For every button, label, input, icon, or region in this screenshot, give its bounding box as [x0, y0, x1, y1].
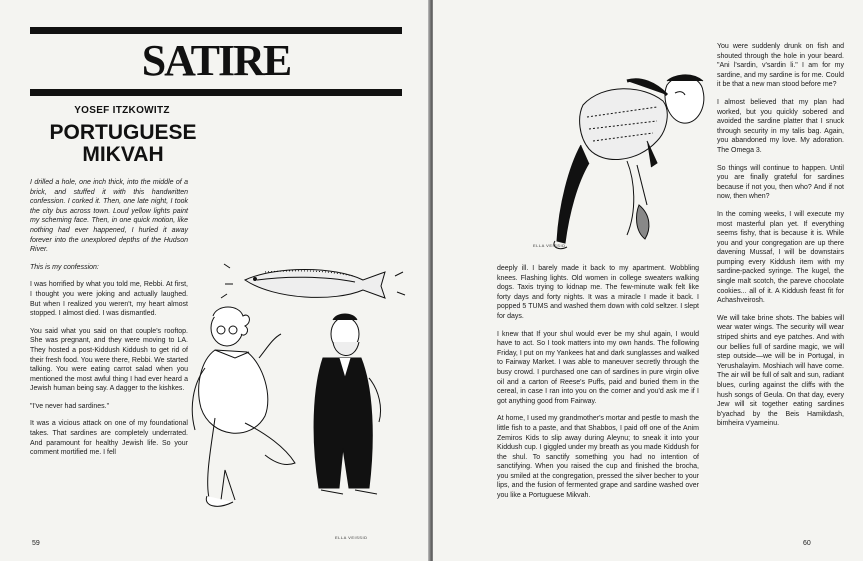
- author-byline: YOSEF ITZKOWITZ: [74, 105, 170, 116]
- paragraph: It was a vicious attack on one of my foundational takes. That sardines are completely underrated. And paramount for healthy Jewish life. So your comment mortified me. I fell: [30, 420, 188, 457]
- left-page: [0, 0, 430, 561]
- illustration-signature-right: ELLA VEISSID: [533, 243, 566, 248]
- paragraph: You were suddenly drunk on fish and shouted through the hole in your beard. "Ani l'sardin, v'sardin li." I am for my sardine, and my sardine is for me. Could it be that a new man stood before me?: [717, 43, 844, 89]
- paragraph: I knew that If your shul would ever be my shul again, I would have to act. So I took matters into my own hands. The following Friday, I put on my Yankees hat and dark sunglasses and walked to Fairway Market. I was able to maneuver secretly through the busy crowd. I purchased one can of sardines in pure virgin olive oil and a carton of Reese's Puffs, paid and buried them in the cereal, in case I ran into you on the corner and you'd ask me if I got anything good from Fairway.: [497, 330, 699, 405]
- page-number-left: 59: [32, 540, 40, 547]
- page-number-right: 60: [803, 540, 811, 547]
- paragraph: I drilled a hole, one inch thick, into the middle of a brick, and stuffed it with this handwritten confession. I corked it. Then, one late night, I took the city bus across town. Loud yellow lights paint my scheming face. Then, in one quick motion, like nothing had ever happened, I hurled it away forever into the unexplored depths of the Hudson River.: [30, 179, 188, 254]
- paragraph: In the coming weeks, I will execute my most masterful plan yet. If everything seems fishy, that is because it is. While you and your congregation are up there davening Mussaf, I will be downstairs pumping every Kiddush item with my sardine-packed syringe. The kugel, the single malt scotch, the pareve chocolate cookies... all of it. A Kiddush feast fit for Achashveirosh.: [717, 210, 844, 305]
- rabbi-figure-drawing: [314, 314, 380, 494]
- paragraph: I almost believed that my plan had worked, but you quickly sobered and avoided the sardine platter that I snuck through security in my talis bag. Again, you abandoned my love. My adoration. The Omega 3.: [717, 98, 844, 154]
- paragraph: We will take brine shots. The babies will wear water wings. The security will wear striped shirts and eye patches. And with our bellies full of sardine magic, we will step outside—we will be in Portugal, in Yerushalayim. Moshiach will have come. The air will be full of salt and sun, radiant blues, curling against the cliffs with the hush songs of Geula. On that day, every Jew will sit together eating sardines b'yachad by the Beis Hamikdash, bimheira v'yameinu.: [717, 314, 844, 428]
- headline-line-1: PORTUGUESE: [49, 121, 197, 144]
- paragraph: You said what you said on that couple's rooftop. She was pregnant, and they were moving to LA. They hosted a post-Kiddush Kiddush to get rid of their fresh food. You were there, Rebbi. We started talking. You were eating carrot salad when you mentioned the most awful thing I had ever heard a Jewish human being say. A dagger to the kishkes.: [30, 327, 188, 393]
- paragraph: I was horrified by what you told me, Rebbi. At first, I thought you were joking and actually laughed. But when I realized you weren't, my heart almost stopped. I almost died. I was dismantled.: [30, 281, 188, 318]
- headline-line-2: MIKVAH: [82, 143, 164, 166]
- middle-text-column: [497, 264, 699, 509]
- sardine-drawing: [221, 264, 405, 298]
- woman-figure-drawing: [192, 307, 295, 506]
- header-rule-bottom: [30, 89, 402, 96]
- article-headline: [28, 122, 218, 166]
- paragraph: So things will continue to happen. Until you are finally grateful for sardines because if not you, then who? And if not now, then when?: [717, 164, 844, 201]
- paragraph: At home, I used my grandmother's mortar and pestle to mash the little fish to a paste, and that Shabbos, I paid off one of the Anim Zemiros Kids to slip away during Aleynu; to sneak it into your Kiddush cup. I giggled under my breath as you made Kiddush for the shul. To sanctify something you had no intention of sanctifying. When you raised the cup and finished the brocha, you smiled at the congregation, pressed the silver becher to your lips, and the fusion of fermented grape and sardine washed over you like a Portuguese Mikvah.: [497, 415, 699, 500]
- illustration-fish-and-figures: [185, 258, 417, 543]
- section-title: SATIRE: [141, 36, 291, 85]
- illustration-contorted-man: [527, 65, 707, 255]
- paragraph: "I've never had sardines.": [30, 402, 110, 410]
- right-text-column: [717, 42, 844, 437]
- illustration-signature: ELLA VEISSID: [335, 535, 368, 540]
- paragraph: deeply ill. I barely made it back to my apartment. Wobbling knees. Flashing lights. Old women in college sweaters walking dogs. Taxis trying to kidnap me. The few-minute walk felt like forty days and forty nights. It was a miracle I made it back. I popped 5 TUMS and washed them down with cold seltzer. I slept for days.: [497, 265, 699, 320]
- header-rule-top: [30, 27, 402, 34]
- left-text-column: [30, 178, 188, 466]
- paragraph: This is my confession:: [30, 263, 99, 271]
